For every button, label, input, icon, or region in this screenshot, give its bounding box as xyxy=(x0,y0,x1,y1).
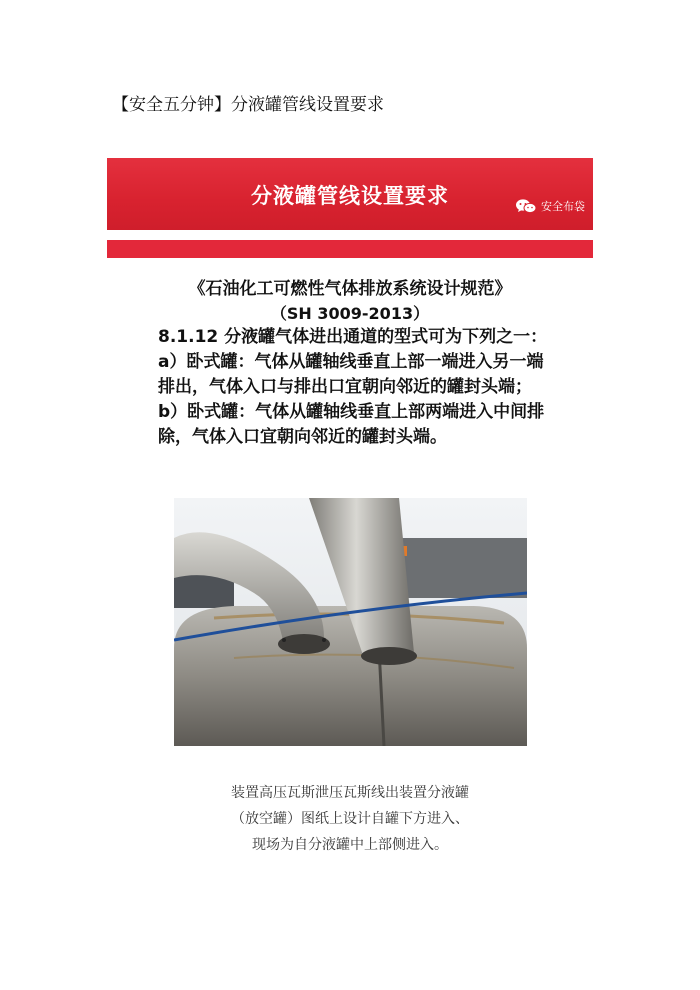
badge-label: 安全布袋 xyxy=(541,200,585,213)
caption-line-2: （放空罐）图纸上设计自罐下方进入、 xyxy=(231,811,469,827)
clause-item-a: a）卧式罐：气体从罐轴线垂直上部一端进入另一端排出，气体入口与排出口宜朝向邻近的罐封头端； xyxy=(158,352,544,397)
page-title: 【安全五分钟】分液罐管线设置要求 xyxy=(112,95,384,115)
clause-text xyxy=(158,325,558,450)
clause-item-b: b）卧式罐：气体从罐轴线垂直上部两端进入中间排除，气体入口宜朝向邻近的罐封头端。 xyxy=(158,402,545,447)
photo-caption xyxy=(150,780,550,858)
banner-badge xyxy=(515,198,585,214)
caption-line-1: 装置高压瓦斯泄压瓦斯线出装置分液罐 xyxy=(231,785,469,801)
pipe-tank-photo xyxy=(174,498,527,746)
site-photo xyxy=(174,498,527,746)
standard-title: 《石油化工可燃性气体排放系统设计规范》 xyxy=(188,279,512,299)
banner-title: 分液罐管线设置要求 xyxy=(251,184,449,208)
standard-code: （SH 3009-2013） xyxy=(270,304,430,323)
banner xyxy=(107,158,593,230)
caption-line-3: 现场为自分液罐中上部侧进入。 xyxy=(252,837,448,853)
clause-heading: 8.1.12 分液罐气体进出通道的型式可为下列之一： xyxy=(158,327,548,347)
banner-strip xyxy=(107,240,593,258)
wechat-icon xyxy=(515,198,537,214)
